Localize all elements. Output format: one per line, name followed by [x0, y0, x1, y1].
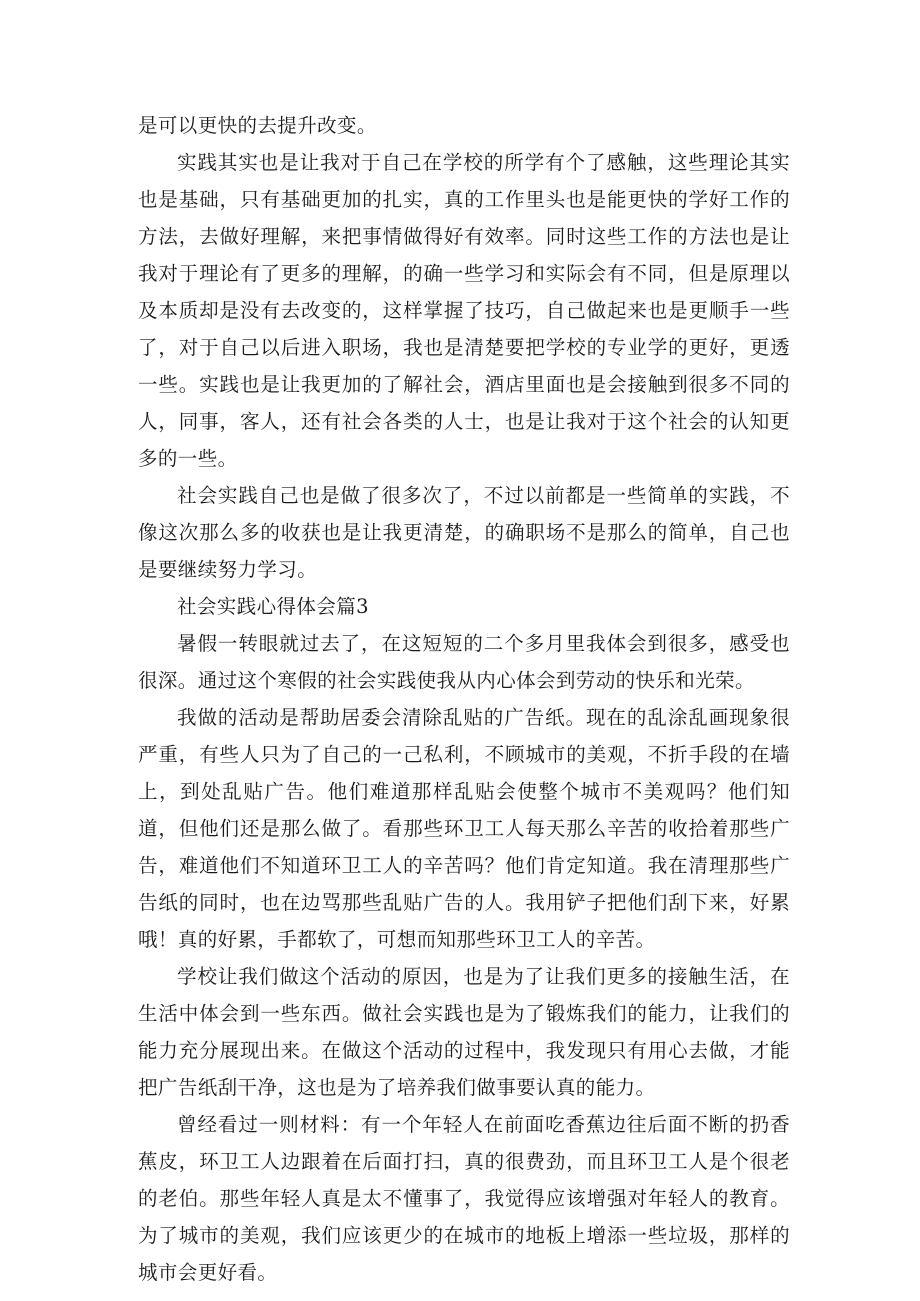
- paragraph-activity: 我做的活动是帮助居委会清除乱贴的广告纸。现在的乱涂乱画现象很严重，有些人只为了自己的一己私利，不顾城市的美观，不折手段的在墙上，到处乱贴广告。他们难道那样乱贴会使整个城市不美观吗？他们知道，但他们还是那么做了。看那些环卫工人每天那么辛苦的收拾着那些广告，难道他们不知道环卫工人的辛苦吗？他们肯定知道。我在清理那些广告纸的同时，也在边骂那些乱贴广告的人。我用铲子把他们刮下来，好累哦！真的好累，手都软了，可想而知那些环卫工人的辛苦。: [138, 706, 790, 951]
- document-body: [138, 107, 790, 1291]
- paragraph-practice-reflection: 实践其实也是让我对于自己在学校的所学有个了感触，这些理论其实也是基础，只有基础更加的扎实，真的工作里头也是能更快的学好工作的方法，去做好理解，来把事情做得好有效率。同时这些工作的方法也是让我对于理论有了更多的理解，的确一些学习和实际会有不同，但是原理以及本质却是没有去改变的，这样掌握了技巧，自己做起来也是更顺手一些了，对于自己以后进入职场，我也是清楚要把学校的专业学的更好，更透一些。实践也是让我更加的了解社会，酒店里面也是会接触到很多不同的人，同事，客人，还有社会各类的人士，也是让我对于这个社会的认知更多的一些。: [138, 151, 790, 470]
- paragraph-material: 曾经看过一则材料：有一个年轻人在前面吃香蕉边往后面不断的扔香蕉皮，环卫工人边跟着在后面打扫，真的很费劲，而且环卫工人是个很老的老伯。那些年轻人真是太不懂事了，我觉得应该增强对年轻人的教育。为了城市的美观，我们应该更少的在城市的地板上增添一些垃圾，那样的城市会更好看。: [138, 1113, 790, 1284]
- paragraph-summer-vacation: 暑假一转眼就过去了，在这短短的二个多月里我体会到很多，感受也很深。通过这个寒假的社会实践使我从内心体会到劳动的快乐和光荣。: [138, 632, 790, 692]
- paragraph-school-reason: 学校让我们做这个活动的原因，也是为了让我们更多的接触生活，在生活中体会到一些东西。做社会实践也是为了锻炼我们的能力，让我们的能力充分展现出来。在做这个活动的过程中，我发现只有用心去做，才能把广告纸刮干净，这也是为了培养我们做事要认真的能力。: [138, 965, 790, 1099]
- paragraph-practice-summary: 社会实践自己也是做了很多次了，不过以前都是一些简单的实践，不像这次那么多的收获也是让我更清楚，的确职场不是那么的简单，自己也是要继续努力学习。: [138, 484, 790, 581]
- paragraph-continuation: 是可以更快的去提升改变。: [138, 114, 377, 137]
- section-heading: 社会实践心得体会篇3: [177, 595, 369, 618]
